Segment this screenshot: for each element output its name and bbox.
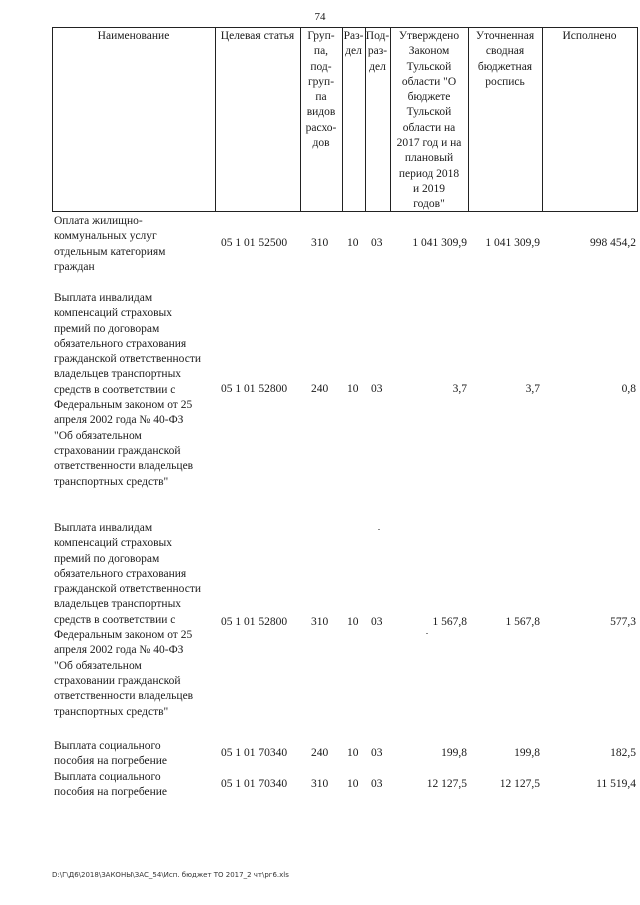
row-group: 310 (311, 778, 329, 790)
col-border (637, 27, 638, 212)
row-refined: 3,7 (525, 383, 540, 395)
page-number: 74 (314, 11, 326, 23)
row-subsection: 03 (371, 383, 383, 395)
row-group: 240 (311, 747, 329, 759)
row-executed: 577,3 (610, 616, 636, 628)
row-approved: 12 127,5 (426, 778, 467, 790)
row-section: 10 (347, 616, 359, 628)
col-border (542, 27, 543, 212)
header-subsection: Под- раз- дел (365, 30, 390, 73)
row-name: Выплата инвалидам компенсаций страховых премий по договорам обязательного страхования гражданской ответственности владельцев транспортных средств в соответствии с Федеральным законом от 25 апреля 2002 года № 40-ФЗ "Об обязательном страховании гражданской ответственности владельцев транспортных средств" (54, 292, 201, 488)
row-name: Выплата социального пособия на погребение (54, 740, 168, 768)
scan-speck (426, 633, 428, 634)
row-executed: 998 454,2 (590, 237, 636, 249)
row-refined: 1 567,8 (505, 616, 540, 628)
header-refined: Уточненная сводная бюджетная роспись (475, 30, 535, 88)
row-approved: 199,8 (441, 747, 467, 759)
row-target: 05 1 01 70340 (221, 778, 288, 790)
row-name: Оплата жилищно- коммунальных услуг отдельным категориям граждан (54, 215, 166, 273)
row-group: 310 (311, 616, 329, 628)
header-section: Раз- дел (343, 30, 364, 58)
row-refined: 199,8 (514, 747, 540, 759)
row-subsection: 03 (371, 778, 383, 790)
header-group: Груп- па, под- груп- па видов расхо- дов (305, 30, 337, 150)
row-executed: 182,5 (610, 747, 636, 759)
row-approved: 1 567,8 (432, 616, 467, 628)
header-name: Наименование (97, 30, 170, 42)
col-border (215, 27, 216, 212)
row-subsection: 03 (371, 616, 383, 628)
row-target: 05 1 01 52800 (221, 616, 288, 628)
header-executed: Исполнено (562, 30, 617, 42)
row-section: 10 (347, 383, 359, 395)
footer-file-path: D:\Г\Д6\2018\ЗАКОНЫ\ЗАС_54\Исп. бюджет ТО 2017_2 чт\рг6.xls (52, 871, 289, 879)
row-section: 10 (347, 237, 359, 249)
row-subsection: 03 (371, 237, 383, 249)
row-target: 05 1 01 52500 (221, 237, 288, 249)
row-target: 05 1 01 70340 (221, 747, 288, 759)
row-executed: 11 519,4 (596, 778, 636, 790)
header-approved: Утверждено Законом Тульской области "О бюджете Тульской области на 2017 год и на плановый период 2018 и 2019 годов" (396, 30, 462, 211)
row-refined: 1 041 309,9 (485, 237, 540, 249)
row-name: Выплата инвалидам компенсаций страховых премий по договорам обязательного страхования гражданской ответственности владельцев транспортных средств в соответствии с Федеральным законом от 25 апреля 2002 года № 40-ФЗ "Об обязательном страховании гражданской ответственности владельцев транспортных средств" (54, 522, 201, 718)
row-approved: 1 041 309,9 (412, 237, 467, 249)
header-target: Целевая статья (220, 30, 295, 42)
row-group: 240 (311, 383, 329, 395)
row-refined: 12 127,5 (499, 778, 540, 790)
row-subsection: 03 (371, 747, 383, 759)
scan-speck (378, 529, 380, 530)
table-header (52, 27, 638, 212)
row-section: 10 (347, 747, 359, 759)
row-section: 10 (347, 778, 359, 790)
row-name: Выплата социального пособия на погребение (54, 771, 168, 799)
row-group: 310 (311, 237, 329, 249)
row-target: 05 1 01 52800 (221, 383, 288, 395)
col-border (52, 27, 53, 212)
row-executed: 0,8 (621, 383, 636, 395)
row-approved: 3,7 (452, 383, 467, 395)
header-top-border (52, 27, 638, 28)
header-bottom-border (52, 211, 638, 212)
